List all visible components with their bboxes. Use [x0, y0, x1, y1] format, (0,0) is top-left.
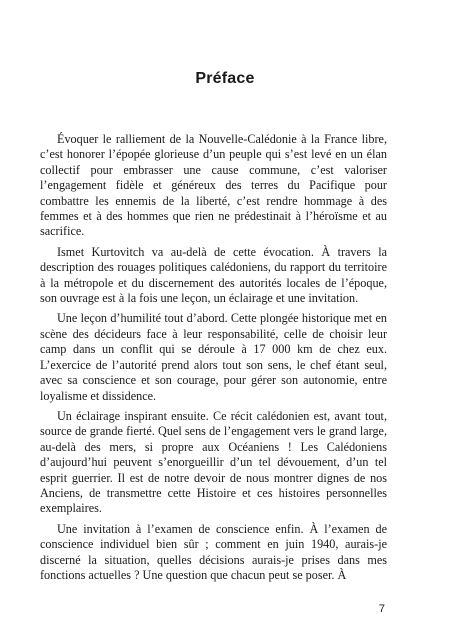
- page-title: Préface: [195, 70, 255, 87]
- paragraph-2: Ismet Kurtovitch va au-delà de cette évocation. À travers la description des rouages politiques calédoniens, du rapport du territoire à la métropole et du discernement des autorités locales de l’époque, son ouvrage est à la fois une leçon, un éclairage et une invitation.: [40, 244, 387, 306]
- paragraph-1: Évoquer le ralliement de la Nouvelle-Calédonie à la France libre, c’est honorer l’épopée glorieuse d’un peuple qui s’est levé en un élan collectif pour embrasser une cause commune, c’est valoriser l’engagement fidèle et généreux des terres du Pacifique pour combattre les ennemis de la liberté, c’est rendre hommage à des femmes et à des hommes que rien ne prédestinait à l’héroïsme et au sacrifice.: [40, 132, 387, 239]
- page-number: 7: [378, 603, 385, 615]
- paragraph-4: Un éclairage inspirant ensuite. Ce récit calédonien est, avant tout, source de grande fierté. Quel sens de l’engagement vers le grand large, au-delà des mers, si propre aux Océaniens ! Les Calédoniens d’aujourd’hui peuvent s’enorgueillir d’un tel dévouement, d’un tel esprit guerrier. Il est de notre devoir de nous montrer dignes de nos Anciens, de transmettre cette Histoire et ces histoires personnelles exemplaires.: [40, 408, 387, 516]
- paragraph-3: Une leçon d’humilité tout d’abord. Cette plongée historique met en scène des décideurs face à leur responsabilité, celle de choisir leur camp dans un conflit qui se déroule à 17 000 km de chez eux. L’exercice de l’autorité prend alors tout son sens, le chef étant seul, avec sa conscience et son courage, pour gérer son autonomie, entre loyalisme et dissidence.: [40, 311, 387, 403]
- paragraph-5: Une invitation à l’examen de conscience enfin. À l’examen de conscience individuel bien sûr ; comment en juin 1940, aurais-je discerné la situation, quelles décisions aurais-je prises dans mes fonctions actuelles ? Une question que chacun peut se poser. À: [40, 521, 387, 582]
- preface-body: [40, 132, 387, 588]
